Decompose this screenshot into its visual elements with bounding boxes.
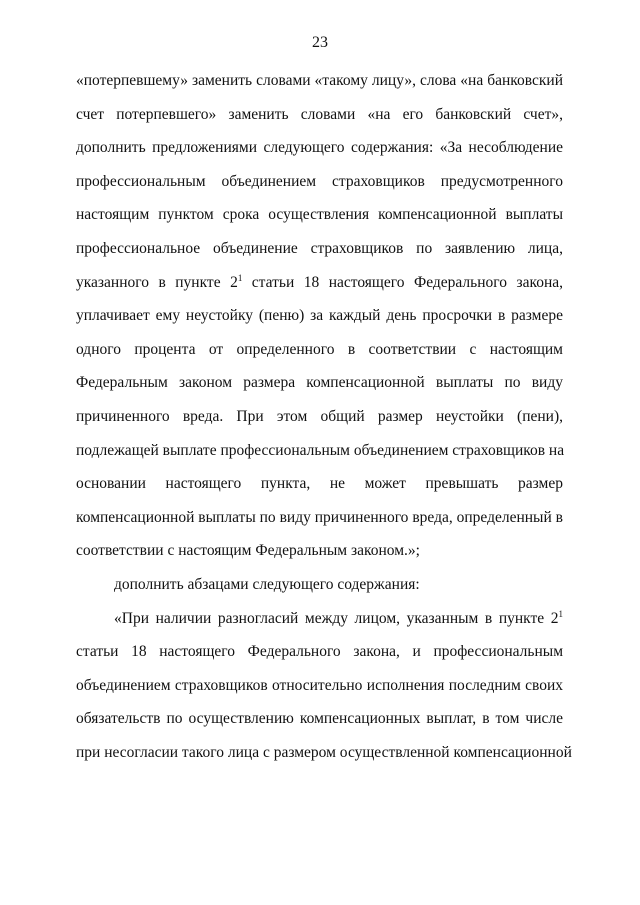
text-line: статьи 18 настоящего Федерального закона, и профессиональным	[76, 643, 563, 661]
text-line: счет потерпевшего» заменить словами «на его банковский счет»,	[76, 105, 563, 123]
page-number: 23	[312, 34, 328, 51]
text-line: подлежащей выплате профессиональным объединением страховщиков на	[76, 441, 565, 459]
superscript: 1	[558, 608, 563, 619]
document-body	[76, 64, 572, 769]
text-line: настоящим пунктом срока осуществления компенсационной выплаты	[76, 206, 563, 224]
text-line: дополнить абзацами следующего содержания:	[114, 575, 420, 593]
text-segment: «При наличии разногласий между лицом, указанным в пункте 2	[114, 609, 559, 627]
superscript: 1	[237, 272, 243, 283]
text-line: основании настоящего пункта, не может превышать размер	[76, 475, 563, 493]
text-line	[76, 266, 563, 300]
text-line: уплачивает ему неустойку (пеню) за каждый день просрочки в размере	[76, 307, 563, 325]
text-line: компенсационной выплаты по виду причиненного вреда, определенный в	[76, 508, 563, 526]
text-line: причиненного вреда. При этом общий размер неустойки (пени),	[76, 407, 563, 425]
text-line	[76, 602, 563, 636]
text-line: Федеральным законом размера компенсационной выплаты по виду	[76, 374, 563, 392]
text-line: одного процента от определенного в соответствии с настоящим	[76, 340, 563, 358]
text-line: дополнить предложениями следующего содержания: «За несоблюдение	[76, 139, 563, 157]
text-line: объединением страховщиков относительно исполнения последним своих	[76, 676, 563, 694]
text-line: профессиональное объединение страховщиков по заявлению лица,	[76, 239, 563, 257]
text-segment: статьи 18 настоящего Федерального закона,	[242, 273, 563, 291]
text-line: при несогласии такого лица с размером осуществленной компенсационной	[76, 743, 572, 761]
text-line: профессиональным объединением страховщиков предусмотренного	[76, 172, 563, 190]
text-line: «потерпевшему» заменить словами «такому лицу», слова «на банковский	[76, 72, 563, 89]
text-line: обязательств по осуществлению компенсационных выплат, в том числе	[76, 710, 563, 728]
text-segment: указанного в пункте 2	[76, 273, 238, 291]
text-line: соответствии с настоящим Федеральным законом.»;	[76, 542, 420, 560]
